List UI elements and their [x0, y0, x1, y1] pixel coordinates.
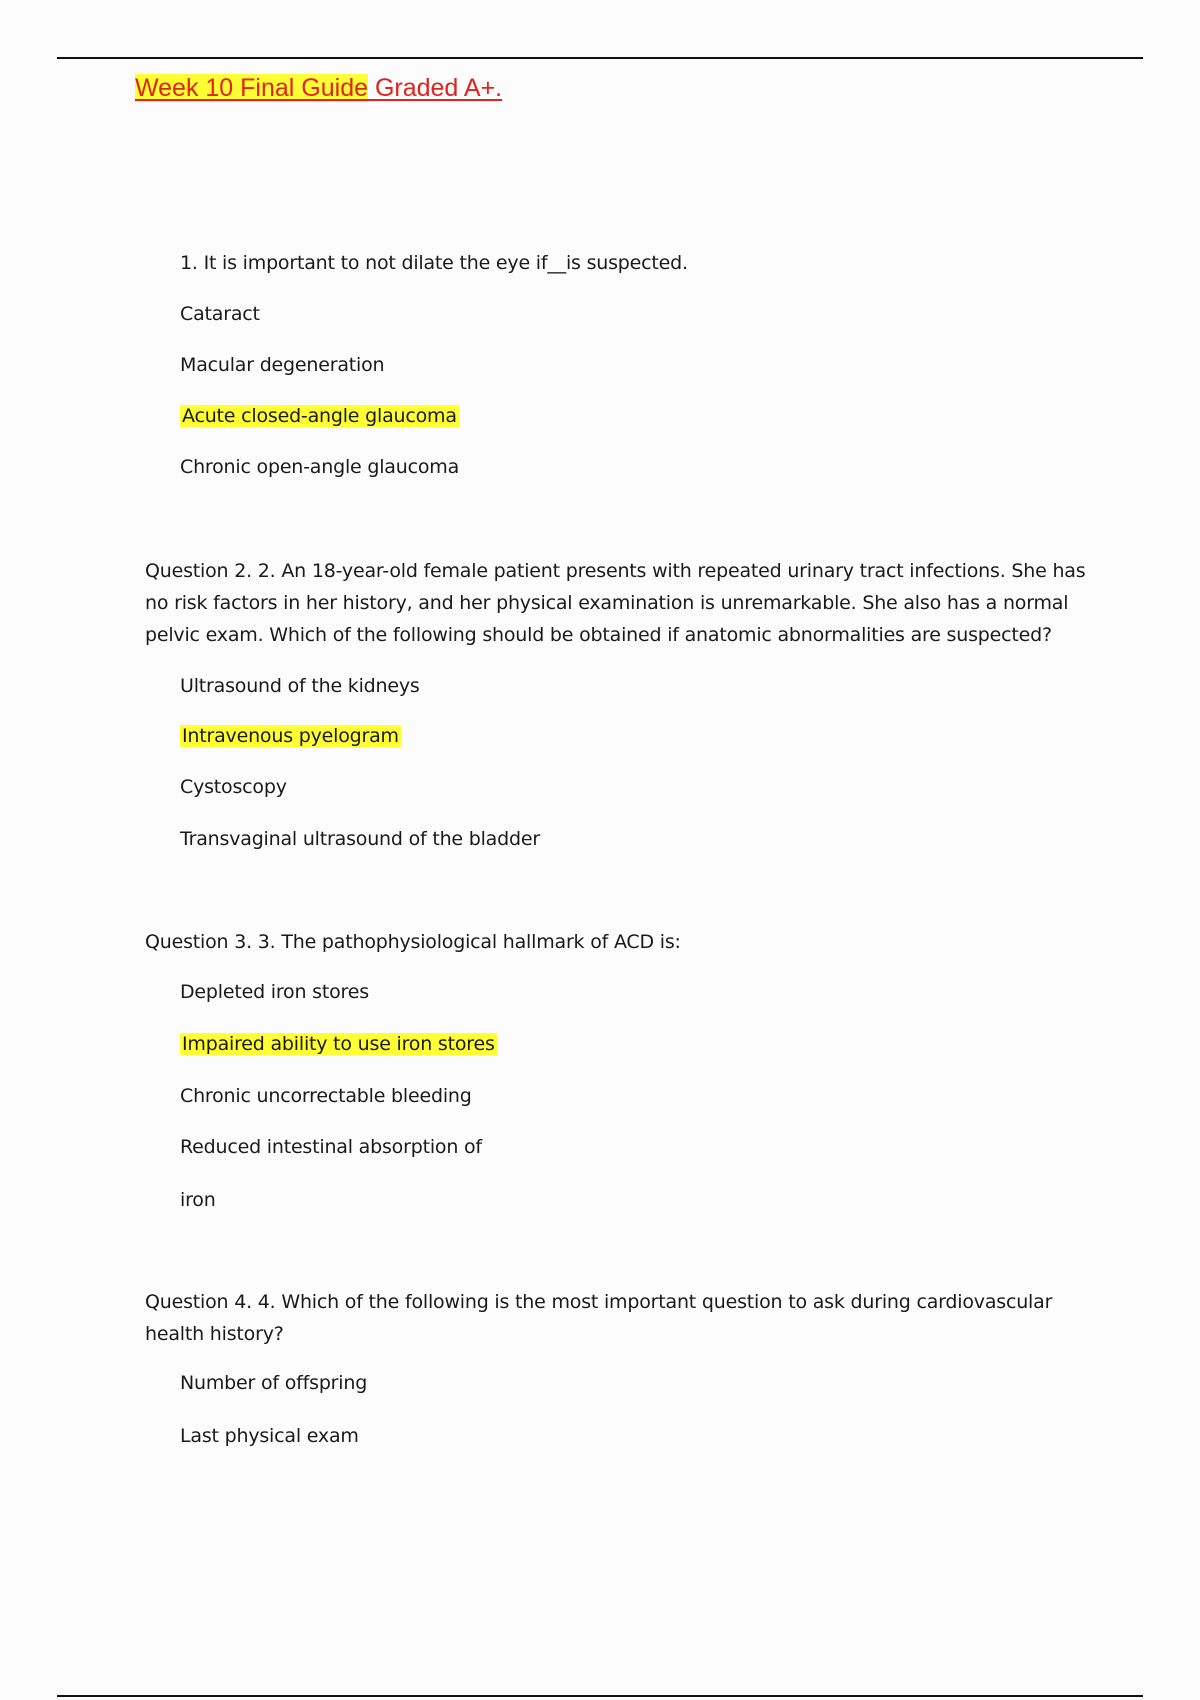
- question-3-option-1: Depleted iron stores: [180, 981, 369, 1003]
- question-3-option-2: [180, 1031, 497, 1057]
- document-title: [135, 72, 502, 104]
- question-1-option-2: Macular degeneration: [180, 354, 385, 376]
- footer-rule: [57, 1695, 1143, 1697]
- title-rest: Graded A+.: [368, 74, 503, 102]
- header-rule: [57, 57, 1143, 59]
- question-2-option-2: [180, 723, 401, 749]
- question-4-option-2: Last physical exam: [180, 1425, 359, 1447]
- question-3-option-5: iron: [180, 1189, 216, 1211]
- question-3-option-3: Chronic uncorrectable bleeding: [180, 1085, 472, 1107]
- question-4-option-1: Number of offspring: [180, 1372, 368, 1394]
- highlighted-answer: Acute closed-angle glaucoma: [182, 405, 457, 427]
- title-highlight: Week 10 Final Guide: [135, 74, 368, 102]
- highlighted-answer: Intravenous pyelogram: [182, 725, 399, 747]
- highlighted-answer: Impaired ability to use iron stores: [182, 1033, 495, 1055]
- question-3-text: Question 3. 3. The pathophysiological hallmark of ACD is:: [145, 931, 681, 953]
- question-4-text: Question 4. 4. Which of the following is the most important question to ask during cardiovascular health history?: [145, 1291, 1053, 1345]
- question-1-option-1: Cataract: [180, 303, 260, 325]
- question-1-option-4: Chronic open-angle glaucoma: [180, 456, 460, 478]
- question-2-option-4: Transvaginal ultrasound of the bladder: [180, 828, 540, 850]
- question-2-option-3: Cystoscopy: [180, 776, 287, 798]
- question-2-text: Question 2. 2. An 18-year-old female patient presents with repeated urinary tract infections. She has no risk factors in her history, and her physical examination is unremarkable. She also has a normal pelvic exam. Which of the following should be obtained if anatomic abnormalities are suspected?: [145, 560, 1086, 646]
- question-1-text: 1. It is important to not dilate the eye if__is suspected.: [180, 252, 688, 274]
- question-2-option-1: Ultrasound of the kidneys: [180, 675, 420, 697]
- question-3-option-4: Reduced intestinal absorption of: [180, 1136, 482, 1158]
- question-1-option-3: [180, 403, 459, 429]
